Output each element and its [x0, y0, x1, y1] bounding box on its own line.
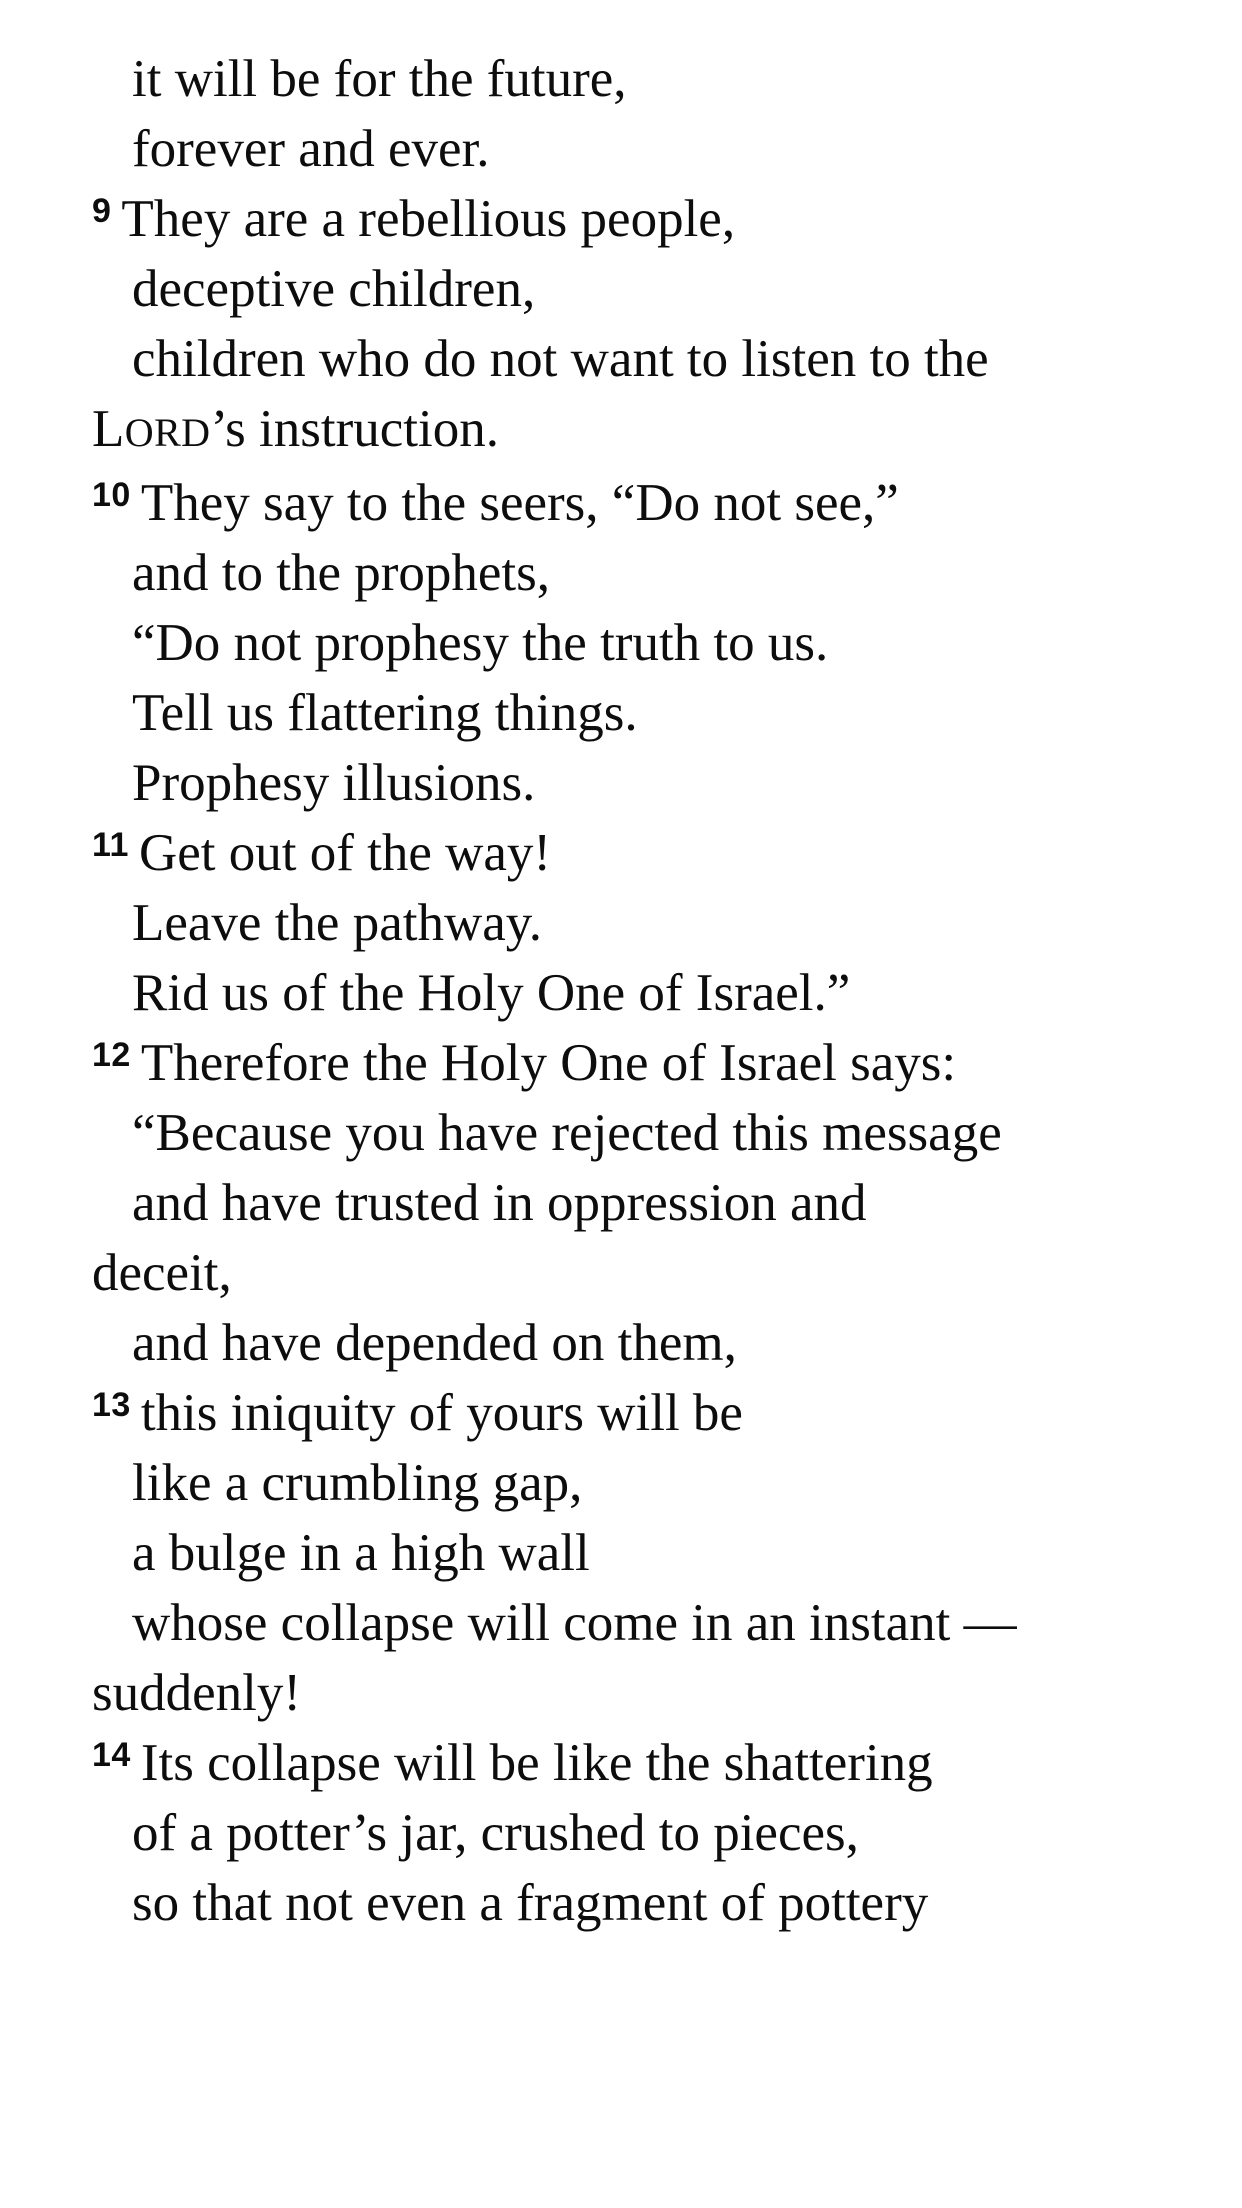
- poetry-line: [92, 1798, 1172, 1868]
- line-text: so that not even a fragment of pottery: [132, 1874, 929, 1932]
- poetry-line: [92, 1658, 1172, 1728]
- line-text: and to the prophets,: [132, 544, 551, 602]
- line-text: this iniquity of yours will be: [140, 1384, 743, 1442]
- line-text: Therefore the Holy One of Israel says:: [140, 1034, 957, 1092]
- poetry-line: [92, 1168, 1172, 1238]
- verse-number: 12: [92, 1036, 131, 1074]
- verse-line: [92, 1728, 1172, 1798]
- line-text: Rid us of the Holy One of Israel.”: [132, 964, 851, 1022]
- line-text: children who do not want to listen to the: [132, 330, 989, 388]
- line-text: and have depended on them,: [132, 1314, 737, 1372]
- verse-number: 13: [92, 1386, 131, 1424]
- line-text: deceptive children,: [132, 260, 536, 318]
- poetry-line: [92, 394, 1172, 468]
- verse-number: 11: [92, 826, 129, 864]
- scripture-passage: [92, 44, 1172, 1938]
- poetry-line: [92, 1518, 1172, 1588]
- line-text: forever and ever.: [132, 120, 490, 178]
- poetry-line: [92, 678, 1172, 748]
- line-text: They are a rebellious people,: [121, 190, 736, 248]
- verse-number: 9: [92, 192, 112, 230]
- verse-line: [92, 468, 1172, 538]
- line-text: Its collapse will be like the shattering: [140, 1734, 933, 1792]
- poetry-line: [92, 324, 1172, 394]
- line-text: like a crumbling gap,: [132, 1454, 583, 1512]
- poetry-line: [92, 1868, 1172, 1938]
- verse-number: 10: [92, 476, 131, 514]
- poetry-line: [92, 958, 1172, 1028]
- poetry-line: [92, 748, 1172, 818]
- line-text: Prophesy illusions.: [132, 754, 536, 812]
- poetry-line: [92, 44, 1172, 114]
- line-text: whose collapse will come in an instant —: [132, 1594, 1017, 1652]
- verse-line: [92, 1028, 1172, 1098]
- poetry-line: [92, 888, 1172, 958]
- verse-line: [92, 1378, 1172, 1448]
- verse-line: [92, 184, 1172, 254]
- line-text: “Because you have rejected this message: [132, 1104, 1002, 1162]
- line-text: suddenly!: [92, 1664, 302, 1722]
- line-text: of a potter’s jar, crushed to pieces,: [132, 1804, 859, 1862]
- line-text: They say to the seers, “Do not see,”: [140, 474, 899, 532]
- poetry-line: [92, 1098, 1172, 1168]
- line-text: Get out of the way!: [138, 824, 552, 882]
- poetry-line: [92, 114, 1172, 184]
- poetry-line: [92, 254, 1172, 324]
- poetry-line: [92, 1308, 1172, 1378]
- line-text: deceit,: [92, 1244, 232, 1302]
- poetry-line: [92, 1588, 1172, 1658]
- poetry-line: [92, 1238, 1172, 1308]
- poetry-line: [92, 1448, 1172, 1518]
- line-text: “Do not prophesy the truth to us.: [132, 614, 829, 672]
- verse-number: 14: [92, 1736, 131, 1774]
- line-text: ’s instruction.: [210, 400, 499, 458]
- poetry-line: [92, 538, 1172, 608]
- divine-name-smallcaps: LORD: [92, 400, 211, 458]
- line-text: and have trusted in oppression and: [132, 1174, 867, 1232]
- line-text: a bulge in a high wall: [132, 1524, 590, 1582]
- poetry-line: [92, 608, 1172, 678]
- line-text: Tell us flattering things.: [132, 684, 638, 742]
- line-text: it will be for the future,: [132, 50, 627, 108]
- verse-line: [92, 818, 1172, 888]
- line-text: Leave the pathway.: [132, 894, 543, 952]
